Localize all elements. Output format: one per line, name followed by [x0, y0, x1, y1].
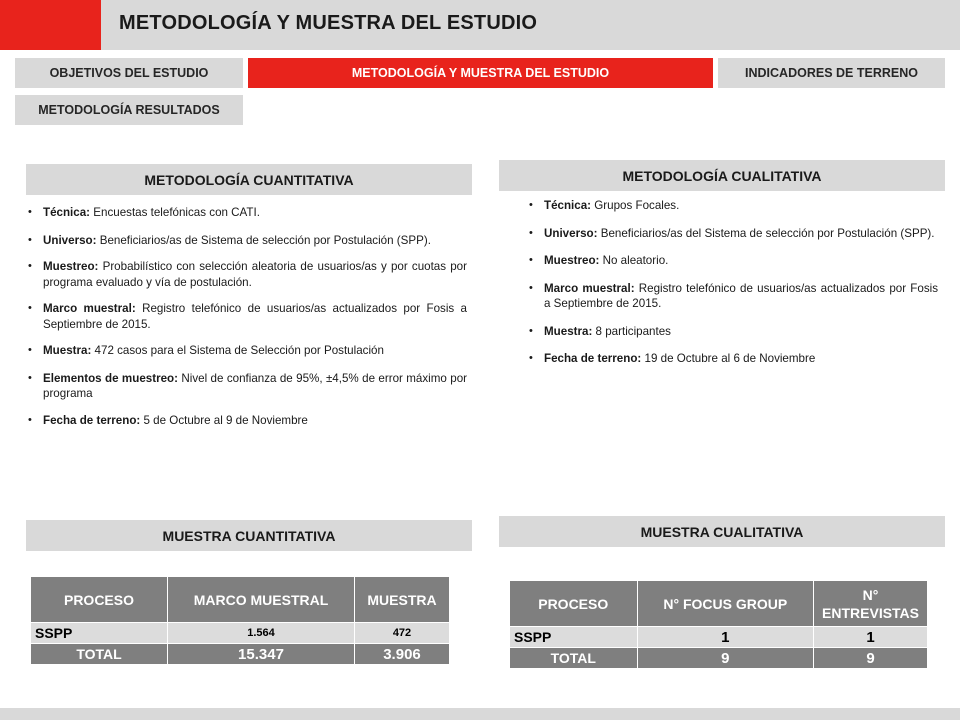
page-title: METODOLOGÍA Y MUESTRA DEL ESTUDIO	[119, 12, 538, 34]
column-header: PROCESO	[510, 581, 638, 627]
column-header: PROCESO	[31, 577, 168, 623]
list-item: • Marco muestral: Registro telefónico de usuarios/as actualizados por Fosis a Septiembre de 2015.	[528, 281, 938, 312]
table-cell: 3.906	[355, 644, 450, 665]
table-cell: 9	[637, 648, 814, 669]
list-item: • Muestra: 472 casos para el Sistema de Selección por Postulación	[27, 343, 467, 359]
table-cell: 1	[814, 627, 928, 648]
table-header-row	[31, 577, 450, 623]
cualitativa-list	[528, 198, 938, 367]
section-header-cualitativa: METODOLOGÍA CUALITATIVA	[499, 160, 945, 191]
list-item: • Muestreo: Probabilístico con selección aleatoria de usuarios/as y por cuotas por programa evaluado y vía de postulación.	[27, 259, 467, 290]
list-item: • Muestreo: No aleatorio.	[528, 253, 938, 269]
section-header-cuantitativa: METODOLOGÍA CUANTITATIVA	[26, 164, 472, 195]
table-cell: SSPP	[31, 623, 168, 644]
muestra-cualitativa-table	[509, 580, 928, 669]
table-header-row	[510, 581, 928, 627]
column-header: MUESTRA	[355, 577, 450, 623]
list-item: • Universo: Beneficiarios/as de Sistema de selección por Postulación (SPP).	[27, 233, 467, 249]
table-cell: 9	[814, 648, 928, 669]
tab-metodologia-muestra[interactable]: METODOLOGÍA Y MUESTRA DEL ESTUDIO	[248, 58, 713, 88]
footer-bar	[0, 708, 960, 720]
column-header: N° FOCUS GROUP	[637, 581, 814, 627]
section-header-muestra-cuantitativa: MUESTRA CUANTITATIVA	[26, 520, 472, 551]
column-header: N° ENTREVISTAS	[814, 581, 928, 627]
table-cell: TOTAL	[31, 644, 168, 665]
table-cell: TOTAL	[510, 648, 638, 669]
table-total-row	[31, 644, 450, 665]
cuantitativa-list	[27, 205, 467, 428]
table-cell: 472	[355, 623, 450, 644]
tab-indicadores[interactable]: INDICADORES DE TERRENO	[718, 58, 945, 88]
list-item: • Técnica: Encuestas telefónicas con CATI.	[27, 205, 467, 221]
section-header-muestra-cualitativa: MUESTRA CUALITATIVA	[499, 516, 945, 547]
table-cell: 1.564	[168, 623, 355, 644]
muestra-cuantitativa-table	[30, 576, 450, 665]
tab-metodologia-resultados[interactable]: METODOLOGÍA RESULTADOS	[15, 95, 243, 125]
table-cell: SSPP	[510, 627, 638, 648]
table-row	[31, 623, 450, 644]
table-total-row	[510, 648, 928, 669]
list-item: • Universo: Beneficiarios/as del Sistema de selección por Postulación (SPP).	[528, 226, 938, 242]
list-item: • Técnica: Grupos Focales.	[528, 198, 938, 214]
table-cell: 15.347	[168, 644, 355, 665]
table-cell: 1	[637, 627, 814, 648]
tab-objetivos[interactable]: OBJETIVOS DEL ESTUDIO	[15, 58, 243, 88]
list-item: • Fecha de terreno: 5 de Octubre al 9 de Noviembre	[27, 413, 467, 429]
column-header: MARCO MUESTRAL	[168, 577, 355, 623]
list-item: • Fecha de terreno: 19 de Octubre al 6 de Noviembre	[528, 351, 938, 367]
list-item: • Muestra: 8 participantes	[528, 324, 938, 340]
table-row	[510, 627, 928, 648]
header-accent-block	[0, 0, 101, 50]
list-item: • Marco muestral: Registro telefónico de usuarios/as actualizados por Fosis a Septiembre de 2015.	[27, 301, 467, 332]
list-item: • Elementos de muestreo: Nivel de confianza de 95%, ±4,5% de error máximo por programa	[27, 371, 467, 402]
